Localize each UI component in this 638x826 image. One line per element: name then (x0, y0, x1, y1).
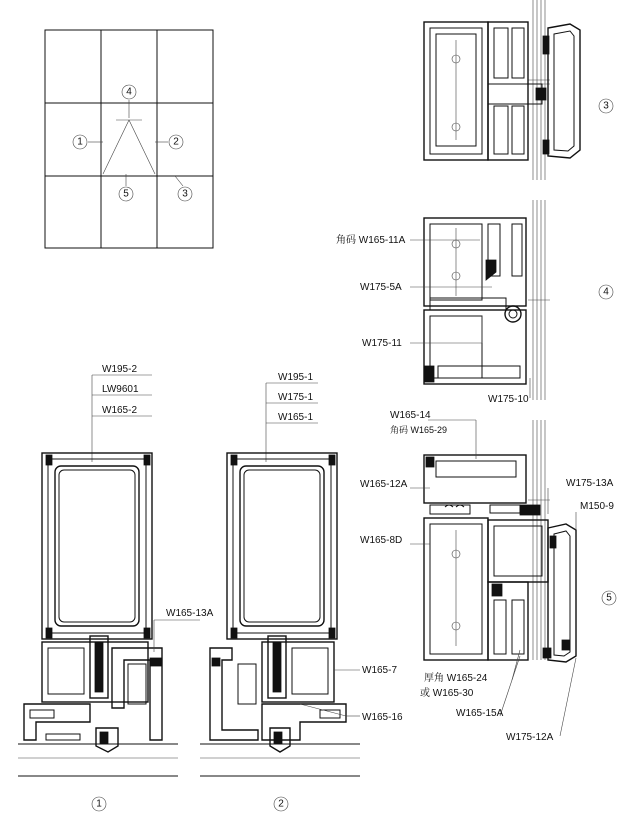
elevation-marker-5: 5 (123, 188, 129, 200)
elevation-marker-3: 3 (182, 188, 188, 200)
label-corner-key-w165-29: 角码 W165-29 (390, 425, 448, 435)
section-2-number: 2 (278, 798, 284, 810)
label-w175-1: W175-1 (278, 392, 314, 403)
label-w165-15a: W165-15A (456, 708, 504, 719)
label-w195-1: W195-1 (278, 372, 314, 383)
elevation-marker-4: 4 (126, 86, 132, 98)
elevation-grid (45, 30, 213, 248)
label-w165-1: W165-1 (278, 412, 314, 423)
label-or-w165-30: 或 W165-30 (420, 688, 474, 699)
label-w195-2: W195-2 (102, 364, 138, 375)
label-w165-2: W165-2 (102, 405, 138, 416)
label-w165-16: W165-16 (362, 712, 403, 723)
label-w165-7: W165-7 (362, 665, 398, 676)
section-4-number: 4 (603, 286, 609, 298)
label-corner-key-w165-11a: 角码 W165-11A (336, 235, 406, 246)
label-w175-5a: W175-5A (360, 282, 402, 293)
section-3-profile (424, 0, 613, 180)
section-2-profile (200, 383, 360, 811)
label-w165-12a: W165-12A (360, 479, 408, 490)
section-1-profile (18, 375, 200, 811)
elevation-marker-2: 2 (173, 136, 179, 148)
label-m150-9: M150-9 (580, 501, 614, 512)
label-w175-12a: W175-12A (506, 732, 554, 743)
section-1-number: 1 (96, 798, 102, 810)
section-5-number: 5 (606, 592, 612, 604)
elevation-marker-1: 1 (77, 136, 83, 148)
section-4-profile (410, 200, 613, 400)
label-w175-13a: W175-13A (566, 478, 614, 489)
label-w165-14: W165-14 (390, 410, 431, 421)
section-3-number: 3 (603, 100, 609, 112)
label-w175-10: W175-10 (488, 394, 529, 405)
label-lw9601: LW9601 (102, 384, 139, 395)
label-w165-13a: W165-13A (166, 608, 214, 619)
label-w165-8d: W165-8D (360, 535, 403, 546)
label-thick-corner-w165-24: 厚角 W165-24 (424, 673, 488, 684)
label-w175-11: W175-11 (362, 338, 402, 349)
